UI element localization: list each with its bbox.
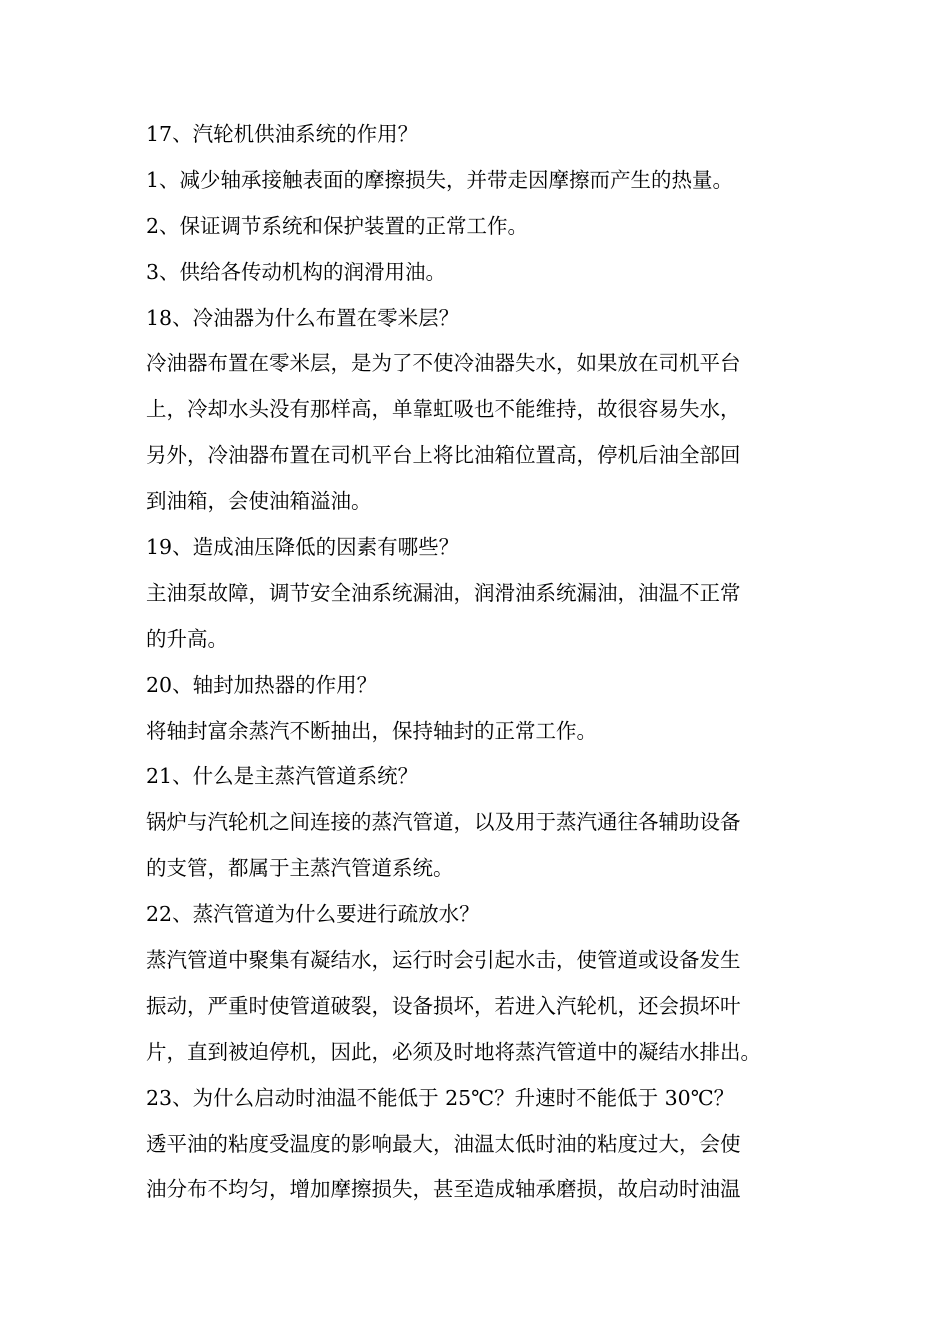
document-page	[146, 112, 816, 1213]
answer-18-line-4: 到油箱，会使油箱溢油。	[146, 489, 372, 514]
answer-23-line-1: 透平油的粘度受温度的影响最大，油温太低时油的粘度过大，会使	[146, 1131, 741, 1156]
answer-18-line-1: 冷油器布置在零米层，是为了不使冷油器失水，如果放在司机平台	[146, 351, 741, 376]
question-18-heading: 18、冷油器为什么布置在零米层？	[146, 305, 460, 330]
answer-22-line-3: 片，直到被迫停机，因此，必须及时地将蒸汽管道中的凝结水排出。	[146, 1039, 761, 1064]
question-23-heading: 23、为什么启动时油温不能低于 25℃？升速时不能低于 30℃？	[146, 1085, 735, 1110]
question-20-heading: 20、轴封加热器的作用？	[146, 672, 378, 697]
answer-19-line-1: 主油泵故障，调节安全油系统漏油，润滑油系统漏油，油温不正常	[146, 580, 741, 605]
answer-19-line-2: 的升高。	[146, 626, 228, 651]
answer-17-item-3: 3、供给各传动机构的润滑用油。	[146, 259, 447, 284]
answer-18-line-3: 另外，冷油器布置在司机平台上将比油箱位置高，停机后油全部回	[146, 443, 741, 468]
answer-21-line-2: 的支管，都属于主蒸汽管道系统。	[146, 856, 454, 881]
question-22-heading: 22、蒸汽管道为什么要进行疏放水？	[146, 902, 480, 927]
question-21-heading: 21、什么是主蒸汽管道系统？	[146, 764, 419, 789]
answer-17-item-2: 2、保证调节系统和保护装置的正常工作。	[146, 213, 529, 238]
answer-23-line-2: 油分布不均匀，增加摩擦损失，甚至造成轴承磨损，故启动时油温	[146, 1177, 741, 1202]
question-19-heading: 19、造成油压降低的因素有哪些？	[146, 535, 460, 560]
answer-21-line-1: 锅炉与汽轮机之间连接的蒸汽管道，以及用于蒸汽通往各辅助设备	[146, 810, 741, 835]
answer-20-line-1: 将轴封富余蒸汽不断抽出，保持轴封的正常工作。	[146, 718, 597, 743]
answer-22-line-1: 蒸汽管道中聚集有凝结水，运行时会引起水击，使管道或设备发生	[146, 948, 741, 973]
question-17-heading: 17、汽轮机供油系统的作用？	[146, 122, 419, 146]
answer-22-line-2: 振动，严重时使管道破裂，设备损坏，若进入汽轮机，还会损坏叶	[146, 993, 741, 1018]
answer-18-line-2: 上，冷却水头没有那样高，单靠虹吸也不能维持，故很容易失水，	[146, 397, 741, 422]
answer-17-item-1: 1、减少轴承接触表面的摩擦损失，并带走因摩擦而产生的热量。	[146, 167, 734, 192]
